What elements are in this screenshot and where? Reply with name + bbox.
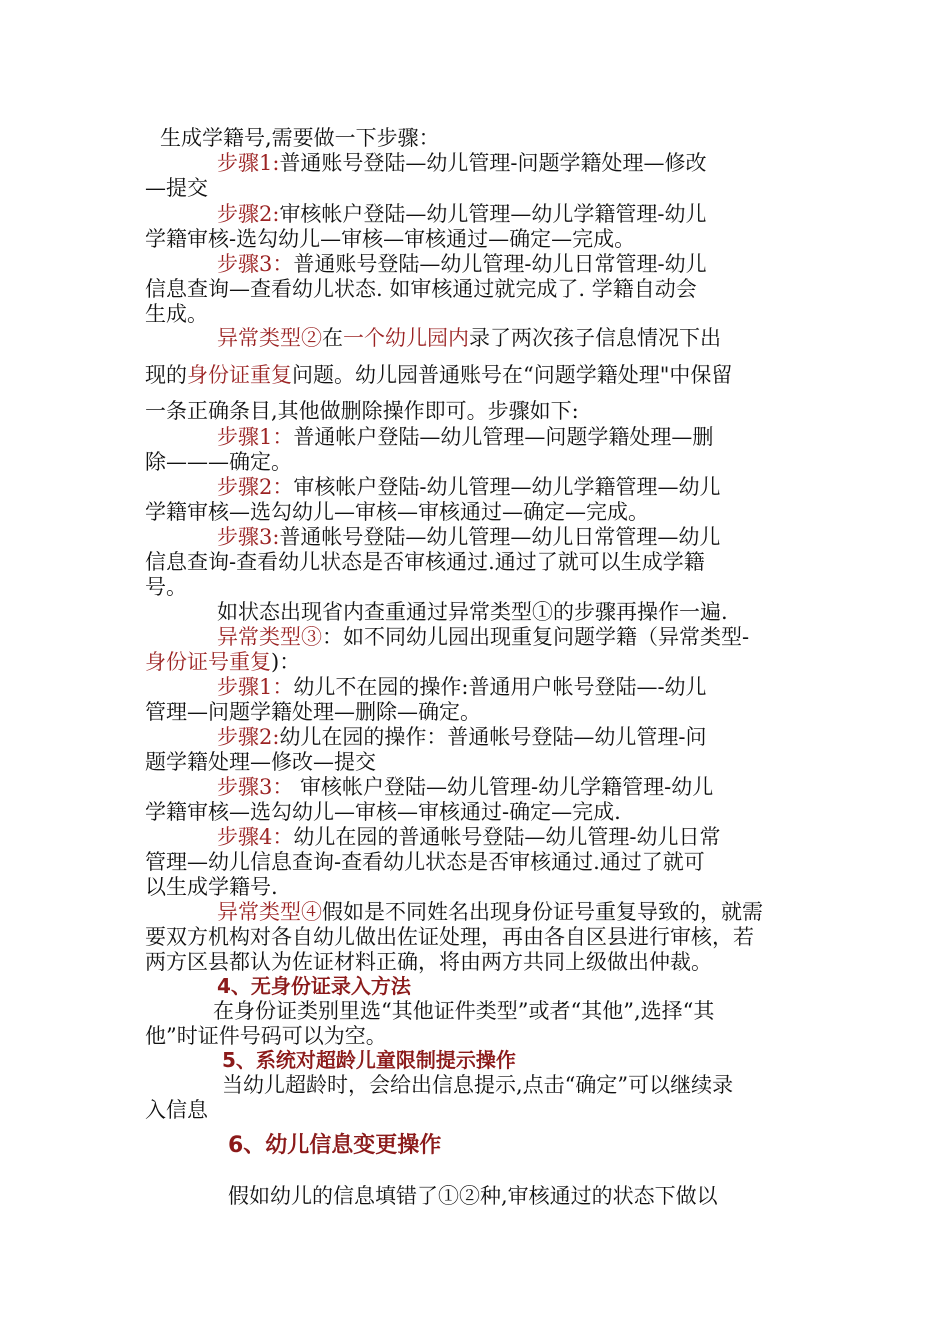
highlight-text: 步骤3: (217, 525, 280, 549)
body-text: 当幼儿超龄时，会给出信息提示,点击“确定”可以继续录 (222, 1073, 734, 1097)
text-line (217, 774, 713, 800)
body-text: 号。 (145, 575, 187, 599)
text-line (145, 301, 208, 327)
body-text: 管理—幼儿信息查询-查看幼儿状态是否审核通过.通过了就可 (145, 850, 705, 874)
body-text: 以生成学籍号. (145, 875, 278, 899)
body-text: 要双方机构对各自幼儿做出佐证处理，再由各自区县进行审核，若 (145, 925, 754, 949)
text-line (145, 749, 376, 775)
body-text: 生成学籍号,需要做一下步骤： (160, 126, 440, 150)
text-line (217, 201, 707, 227)
body-text: 假如幼儿的信息填错了①②种,审核通过的状态下做以 (228, 1184, 718, 1208)
highlight-text: 步骤1： (217, 425, 294, 449)
body-text: )： (271, 650, 301, 674)
body-text: 录了两次孩子信息情况下出 (469, 326, 721, 350)
highlight-text: 步骤2： (217, 475, 294, 499)
text-line (217, 325, 721, 351)
text-line (145, 276, 697, 302)
body-text: 在身份证类别里选“其他证件类型”或者“其他”,选择“其 (213, 999, 715, 1023)
body-text: 生成。 (145, 302, 208, 326)
text-line (217, 899, 763, 925)
text-line (217, 524, 720, 550)
body-text: 审核帐户登陆—幼儿管理-幼儿学籍管理-幼儿 (293, 775, 714, 799)
text-line (145, 549, 705, 575)
body-text: 审核帐户登陆-幼儿管理—幼儿学籍管理—幼儿 (293, 475, 721, 499)
text-line (145, 175, 208, 201)
body-text: 普通账号登陆—幼儿管理-幼儿日常管理-幼儿 (293, 252, 707, 276)
body-text: 他”时证件号码可以为空。 (145, 1024, 387, 1048)
text-line (217, 599, 728, 625)
text-line (145, 1023, 387, 1049)
body-text: 问题。幼儿园普通账号在“问题学籍处理"中保留 (292, 363, 733, 387)
highlight-text: 5、系统对超龄儿童限制提示操作 (222, 1048, 516, 1072)
text-line (217, 973, 411, 999)
text-line (145, 924, 754, 950)
body-text: 信息查询—查看幼儿状态. 如审核通过就完成了. 学籍自动会 (145, 277, 697, 301)
body-text: 管理—问题学籍处理—删除—确定。 (145, 700, 481, 724)
text-line (217, 624, 749, 650)
body-text: 在 (322, 326, 343, 350)
body-text: 除———确定。 (145, 450, 292, 474)
highlight-text: 身份证重复 (187, 363, 292, 387)
highlight-text: 步骤3： (217, 775, 294, 799)
text-line (145, 699, 481, 725)
text-line (217, 724, 707, 750)
text-line (217, 824, 720, 850)
body-text: 题学籍处理—修改—提交 (145, 750, 376, 774)
body-text: 幼儿在园的操作：普通帐号登陆—幼儿管理-问 (279, 725, 707, 749)
highlight-text: 异常类型③ (217, 625, 322, 649)
text-line (217, 424, 713, 450)
body-text: 如状态出现省内查重通过异常类型①的步骤再操作一遍. (217, 600, 728, 624)
text-line (145, 362, 732, 388)
body-text: 入信息 (145, 1098, 208, 1122)
body-text: 现的 (145, 363, 187, 387)
body-text: 幼儿在园的普通帐号登陆—幼儿管理-幼儿日常 (293, 825, 721, 849)
body-text: 普通帐户登陆—幼儿管理—问题学籍处理—删 (293, 425, 714, 449)
highlight-text: 异常类型④ (217, 900, 322, 924)
body-text: 两方区县都认为佐证材料正确，将由两方共同上级做出仲裁。 (145, 950, 712, 974)
text-line (228, 1183, 718, 1209)
body-text: 普通账号登陆—幼儿管理-问题学籍处理—修改 (279, 151, 707, 175)
text-line (217, 474, 720, 500)
text-line (145, 849, 705, 875)
body-text: 普通帐号登陆—幼儿管理—幼儿日常管理—幼儿 (279, 525, 721, 549)
body-text: 审核帐户登陆—幼儿管理—幼儿学籍管理-幼儿 (279, 202, 707, 226)
text-line (145, 1097, 208, 1123)
body-text: 学籍审核—选勾幼儿—审核—审核通过—确定—完成。 (145, 500, 649, 524)
body-text: 学籍审核—选勾幼儿—审核—审核通过-确定—完成. (145, 800, 621, 824)
highlight-text: 步骤2: (217, 725, 280, 749)
text-line (145, 574, 187, 600)
highlight-text: 步骤1： (217, 675, 294, 699)
body-text: 假如是不同姓名出现身份证号重复导致的，就需 (322, 900, 763, 924)
text-line (145, 874, 278, 900)
text-line (145, 649, 300, 675)
highlight-text: 步骤2: (217, 202, 280, 226)
text-line (217, 150, 707, 176)
body-text: 信息查询-查看幼儿状态是否审核通过.通过了就可以生成学籍 (145, 550, 705, 574)
highlight-text: 异常类型② (217, 326, 322, 350)
text-line (222, 1047, 516, 1073)
body-text: —提交 (145, 176, 208, 200)
highlight-text: 步骤3： (217, 252, 294, 276)
text-line (145, 398, 579, 424)
text-line (160, 125, 440, 151)
text-line (222, 1072, 733, 1098)
text-line (217, 674, 707, 700)
body-text: 学籍审核-选勾幼儿—审核—审核通过—确定—完成。 (145, 227, 636, 251)
text-line (145, 499, 649, 525)
body-text: 一条正确条目,其他做删除操作即可。步骤如下: (145, 399, 579, 423)
highlight-text: 6、幼儿信息变更操作 (228, 1133, 442, 1158)
body-text: 幼儿不在园的操作:普通用户帐号登陆—-幼儿 (293, 675, 707, 699)
text-line (145, 226, 635, 252)
text-line (228, 1133, 441, 1159)
highlight-text: 4、无身份证录入方法 (217, 974, 411, 998)
highlight-text: 身份证号重复 (145, 650, 271, 674)
text-line (213, 998, 714, 1024)
highlight-text: 步骤4： (217, 825, 294, 849)
body-text: ：如不同幼儿园出现重复问题学籍（异常类型- (322, 625, 750, 649)
text-line (145, 799, 621, 825)
highlight-text: 一个幼儿园内 (343, 326, 469, 350)
text-line (145, 449, 292, 475)
text-line (145, 949, 712, 975)
text-line (217, 251, 707, 277)
highlight-text: 步骤1: (217, 151, 280, 175)
